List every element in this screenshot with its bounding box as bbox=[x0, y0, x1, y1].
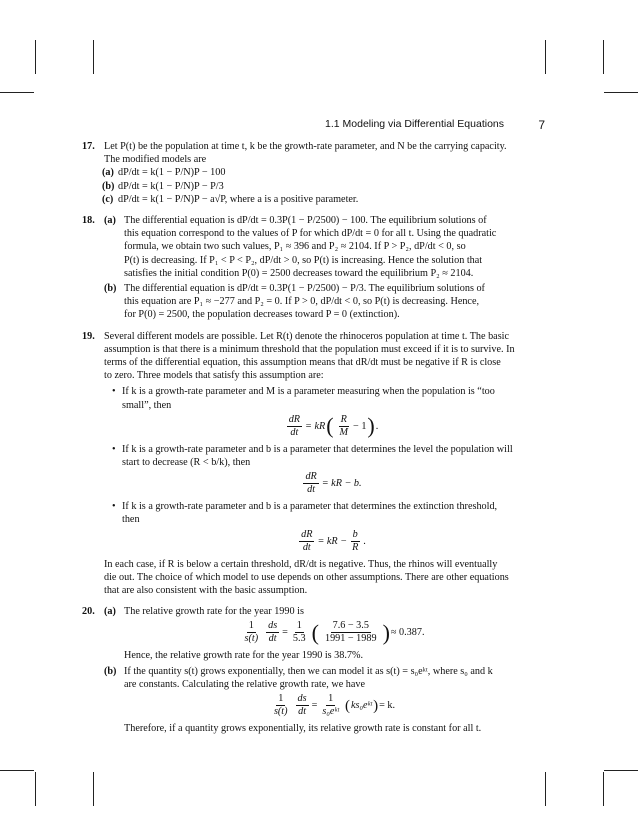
text-line: start to decrease (R < b/k), then bbox=[122, 457, 251, 469]
equation-text: = kR − b. bbox=[321, 478, 362, 490]
bullet-icon: • bbox=[112, 501, 116, 513]
crop-mark bbox=[0, 92, 34, 93]
fraction: $\frac{7.6 - 3.5}{1991 - 1989}$ bbox=[324, 620, 377, 645]
right-paren-icon: ) bbox=[373, 697, 379, 714]
bullet-icon: • bbox=[112, 443, 116, 455]
crop-mark bbox=[604, 92, 638, 93]
crop-mark bbox=[35, 40, 36, 74]
fraction: $\frac{1}{\text{s₀eᵏᵗ}}$ bbox=[322, 693, 339, 718]
right-paren-icon: ) bbox=[367, 413, 375, 439]
part-b bbox=[104, 665, 540, 736]
equation-text: ks₀eᵏᵗ bbox=[350, 699, 373, 711]
part-label: (a) bbox=[102, 167, 114, 179]
problem-number: 17. bbox=[82, 141, 95, 152]
text-line: satisfies the initial condition P(0) = 2500 decreases toward the equilibrium P₂ ≈ 2104. bbox=[124, 267, 474, 279]
equation-text: = kR bbox=[305, 420, 326, 432]
closing-paragraph bbox=[104, 558, 540, 598]
problem-number: 19. bbox=[82, 330, 95, 342]
part-label: (b) bbox=[104, 665, 117, 677]
crop-mark bbox=[93, 40, 94, 74]
problem-number: 18. bbox=[82, 215, 95, 227]
problem-18 bbox=[82, 214, 540, 322]
part-c bbox=[102, 193, 540, 206]
fraction: $\frac{dR}{dt}$ bbox=[301, 528, 313, 553]
problem-17 bbox=[82, 140, 540, 206]
equation-text: = bbox=[282, 627, 288, 639]
model-equation: dP/dt = k(1 − P/N)P − a√P, where a is a positive parameter. bbox=[118, 193, 359, 205]
model-equation: dP/dt = k(1 − P/N)P − P/3 bbox=[118, 180, 224, 192]
crop-mark bbox=[604, 770, 638, 771]
text-line: die out. The choice of which model to use depends on other assumptions. There are other equations bbox=[104, 571, 509, 583]
equation-text: . bbox=[363, 535, 366, 547]
text-line: terms of the differential equation, this assumption means that dR/dt must be negative if R is close bbox=[104, 357, 501, 369]
text-line: If the quantity s(t) grows exponentially, then we can model it as s(t) = s₀eᵏᵗ, where s₀ and k bbox=[124, 665, 493, 677]
text-line: If k is a growth-rate parameter and M is a parameter measuring when the population is “too bbox=[122, 386, 495, 398]
text-line: then bbox=[122, 514, 140, 526]
text-line: for P(0) = 2500, the population decreases toward P = 0 (extinction). bbox=[124, 309, 400, 321]
text-line: The differential equation is dP/dt = 0.3P(1 − P/2500) − 100. The equilibrium solutions of bbox=[124, 215, 487, 227]
text-line: Let P(t) be the population at time t, k be the growth-rate parameter, and N be the carrying capacity. bbox=[104, 141, 507, 152]
problem-number: 20. bbox=[82, 606, 95, 618]
fraction: $\frac{1}{s(t)}$ bbox=[244, 620, 259, 645]
part-a bbox=[102, 166, 540, 179]
part-label: (a) bbox=[104, 606, 116, 618]
text-line: The relative growth rate for the year 1990 is bbox=[124, 606, 304, 618]
equation-3 bbox=[122, 529, 540, 554]
part-label: (b) bbox=[104, 283, 117, 295]
right-paren-icon: ) bbox=[382, 619, 390, 645]
part-a bbox=[104, 214, 540, 280]
crop-mark bbox=[603, 40, 604, 74]
model-equation: dP/dt = k(1 − P/N)P − 100 bbox=[118, 167, 226, 179]
text-line: Hence, the relative growth rate for the year 1990 is 38.7%. bbox=[124, 650, 364, 662]
bullet-model-3 bbox=[112, 500, 540, 553]
page-content bbox=[82, 140, 540, 743]
equation-relative-growth bbox=[124, 620, 540, 645]
equation-text: . bbox=[375, 420, 379, 432]
bullet-icon: • bbox=[112, 386, 116, 398]
left-paren-icon: ( bbox=[344, 697, 350, 714]
text-line: If k is a growth-rate parameter and b is a parameter that determines the level the population will bbox=[122, 443, 513, 455]
equation-text: ≈ 0.387. bbox=[390, 627, 425, 639]
equation-text: = kR − bbox=[317, 535, 348, 547]
left-paren-icon: ( bbox=[311, 619, 319, 645]
text-line: assumption is that there is a minimum threshold that the population must exceed if it is to survive. In bbox=[104, 343, 515, 355]
part-label: (b) bbox=[102, 180, 115, 192]
text-line: formula, we obtain two such values, P₁ ≈ 396 and P₂ ≈ 2104. If P > P₂, dP/dt < 0, so bbox=[124, 241, 466, 253]
part-b bbox=[102, 180, 540, 193]
crop-mark bbox=[35, 772, 36, 806]
fraction: $\frac{R}{M}$ bbox=[339, 413, 349, 438]
text-line: If k is a growth-rate parameter and b is a parameter that determines the extinction threshold, bbox=[122, 501, 498, 513]
text-line: P(t) is decreasing. If P₁ < P < P₂, dP/dt > 0, so P(t) is increasing. Hence the solution that bbox=[124, 254, 483, 266]
bullet-model-2 bbox=[112, 443, 540, 496]
equation-exponential-growth bbox=[124, 693, 540, 718]
fraction: $\frac{dR}{dt}$ bbox=[305, 471, 317, 496]
part-label: (a) bbox=[104, 215, 116, 227]
text-line: to zero. Three models that satisfy this assumption are: bbox=[104, 370, 324, 382]
crop-mark bbox=[93, 772, 94, 806]
text-line: small”, then bbox=[122, 399, 172, 411]
crop-mark bbox=[545, 772, 546, 806]
text-line: The modified models are bbox=[104, 154, 207, 166]
part-a bbox=[104, 605, 540, 662]
left-paren-icon: ( bbox=[326, 413, 334, 439]
text-line: In each case, if R is below a certain threshold, dR/dt is negative. Thus, the rhinos will eventually bbox=[104, 558, 498, 570]
text-line: Several different models are possible. Let R(t) denote the rhinoceros population at time t. The basic bbox=[104, 330, 510, 342]
fraction: $\frac{b}{R}$ bbox=[352, 528, 359, 553]
text-line: Therefore, if a quantity grows exponentially, its relative growth rate is constant for all t. bbox=[124, 723, 482, 735]
fraction: $\frac{ds}{dt}$ bbox=[268, 620, 278, 645]
equation-1 bbox=[122, 414, 540, 439]
fraction: $\frac{1}{5.3}$ bbox=[292, 620, 306, 645]
fraction: $\frac{1}{s(t)}$ bbox=[273, 693, 288, 718]
equation-2 bbox=[122, 471, 540, 496]
text-line: that are also consistent with the basic assumption. bbox=[104, 585, 308, 597]
crop-mark bbox=[603, 772, 604, 806]
text-line: are constants. Calculating the relative growth rate, we have bbox=[124, 678, 366, 690]
page-number: 7 bbox=[538, 118, 545, 132]
bullet-model-1 bbox=[112, 385, 540, 439]
text-line: this equation correspond to the values of P for which dP/dt = 0 for all t. Using the quadratic bbox=[124, 228, 497, 240]
fraction: $\frac{dR}{dt}$ bbox=[288, 413, 301, 438]
text-line: The differential equation is dP/dt = 0.3P(1 − P/2500) − P/3. The equilibrium solutions of bbox=[124, 283, 485, 295]
fraction: $\frac{ds}{dt}$ bbox=[297, 693, 307, 718]
equation-text: − 1 bbox=[353, 420, 367, 432]
equation-text: = k. bbox=[379, 699, 396, 711]
section-title: 1.1 Modeling via Differential Equations bbox=[325, 118, 504, 130]
problem-20 bbox=[82, 605, 540, 735]
text-line: this equation are P₁ ≈ −277 and P₂ = 0. If P > 0, dP/dt < 0, so P(t) is decreasing. Hence, bbox=[124, 296, 480, 308]
part-b bbox=[104, 282, 540, 322]
equation-text: = bbox=[311, 699, 318, 711]
part-label: (c) bbox=[102, 193, 114, 205]
crop-mark bbox=[0, 770, 34, 771]
crop-mark bbox=[545, 40, 546, 74]
problem-19 bbox=[82, 330, 540, 598]
